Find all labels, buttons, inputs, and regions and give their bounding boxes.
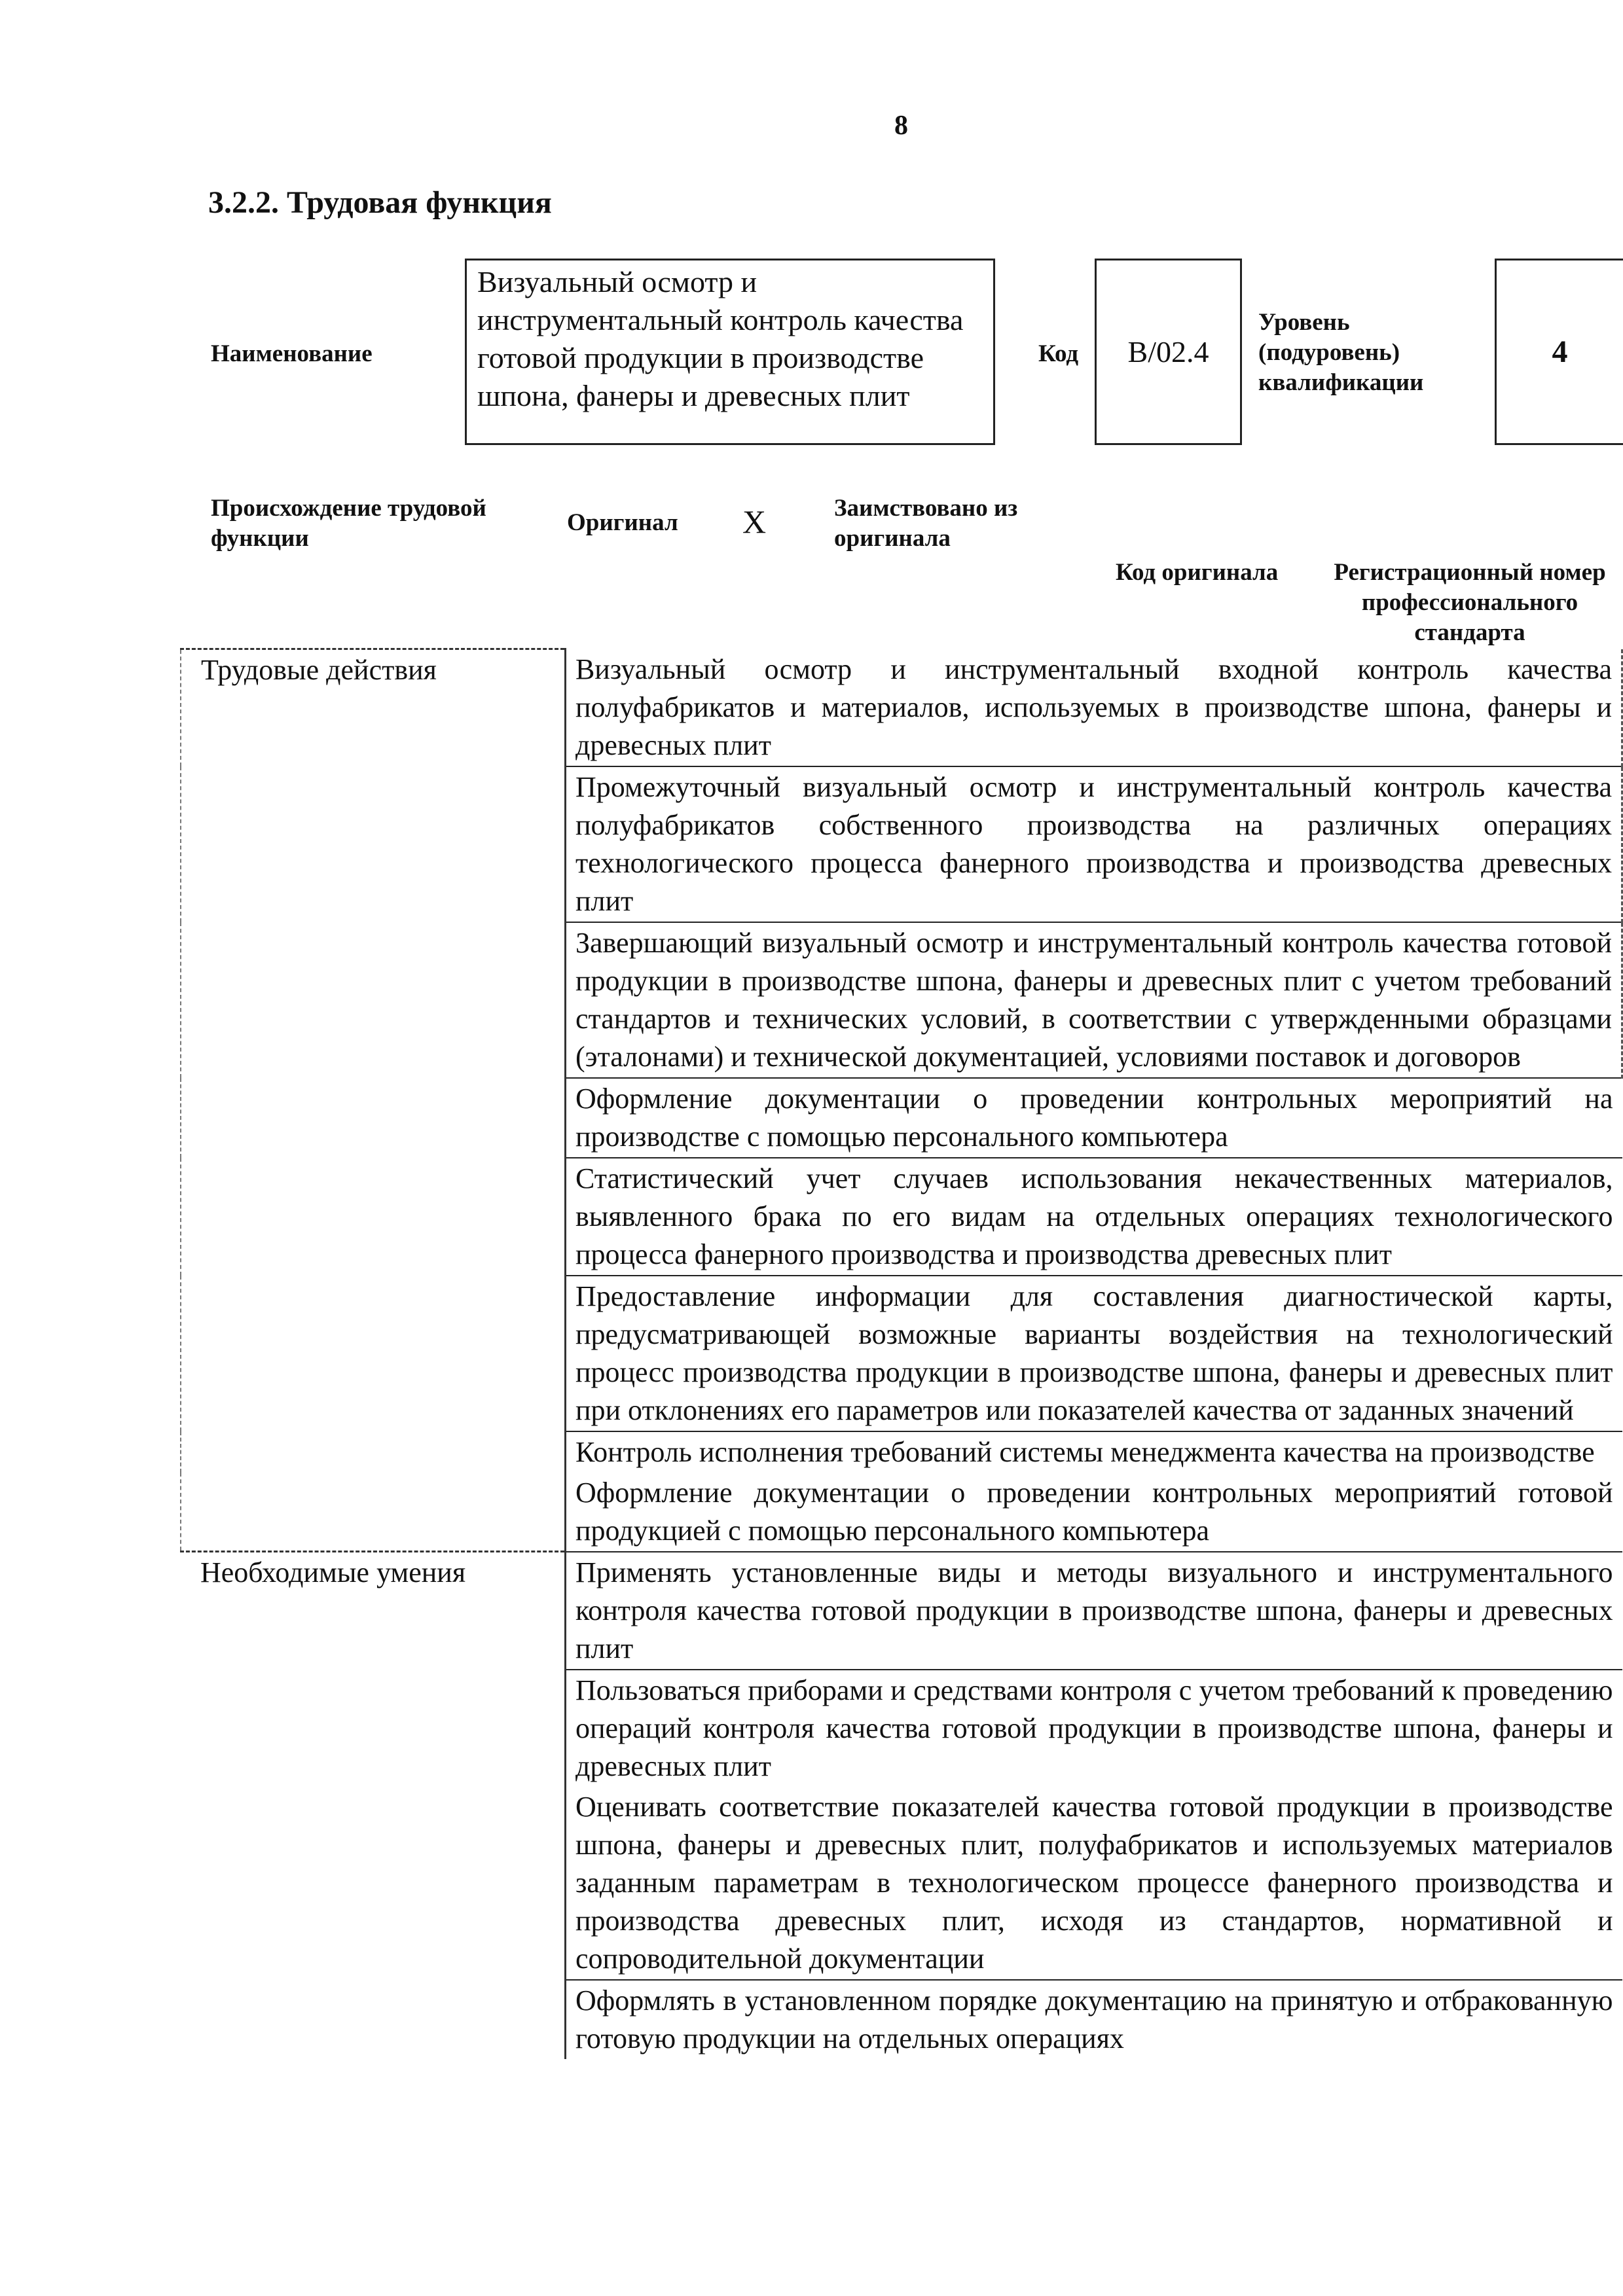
skill-item: Пользоваться приборами и средствами контроля с учетом требований к проведению операций контроля качества готовой продукции в производстве шпона, фанеры и древесных плит bbox=[565, 1670, 1622, 1787]
function-name-box: Визуальный осмотр и инструментальный контроль качества готовой продукции в производстве шпона, фанеры и древесных плит bbox=[465, 259, 995, 445]
skill-item: Применять установленные виды и методы визуального и инструментального контроля качества готовой продукции в производстве шпона, фанеры и древесных плит bbox=[565, 1552, 1622, 1670]
origin-label: Происхождение трудовой функции bbox=[211, 495, 486, 552]
code-original-label: Код оригинала bbox=[1116, 559, 1279, 586]
labor-action-item: Оформление документации о проведении контрольных мероприятий на производстве с помощью персонального компьютера bbox=[565, 1078, 1622, 1158]
function-table bbox=[180, 648, 1623, 2059]
labor-action-item: Предоставление информации для составления диагностической карты, предусматривающей возможные варианты воздействия на технологический процесс производства продукции в производстве шпона, фанеры и древесных плит при отклонениях его параметров или показателей качества от заданных значений bbox=[565, 1276, 1622, 1431]
labor-action-item: Промежуточный визуальный осмотр и инструментальный контроль качества полуфабрикатов собственного производства на различных операциях технологического процесса фанерного производства и производства древесных плит bbox=[565, 766, 1622, 922]
table-row bbox=[181, 1552, 1622, 1670]
skill-item: Оценивать соответствие показателей качества готовой продукции в производстве шпона, фанеры и древесных плит, полуфабрикатов и используемых материалов заданным параметрам в технологическом процессе фанерного производства и производства древесных плит, исходя из стандартов, нормативной и сопроводительной документации bbox=[565, 1787, 1622, 1980]
labor-action-item: Оформление документации о проведении контрольных мероприятий готовой продукцией с помощью персонального компьютера bbox=[565, 1473, 1622, 1552]
skill-item: Оформлять в установленном порядке документацию на принятую и отбракованную готовую продукции на отдельных операциях bbox=[565, 1980, 1622, 2059]
labor-action-item: Статистический учет случаев использования некачественных материалов, выявленного брака по его видам на отдельных операциях технологического процесса фанерного производства и производства древесных плит bbox=[565, 1158, 1622, 1276]
code-label: Код bbox=[1038, 340, 1079, 367]
page-number: 8 bbox=[894, 111, 908, 141]
labor-action-item: Визуальный осмотр и инструментальный входной контроль качества полуфабрикатов и материалов, используемых в производстве шпона, фанеры и древесных плит bbox=[565, 649, 1622, 766]
borrowed-label: Заимствовано из оригинала bbox=[834, 495, 1018, 552]
labor-actions-label: Трудовые действия bbox=[181, 649, 565, 1552]
original-label: Оригинал bbox=[567, 509, 678, 536]
level-box bbox=[1495, 259, 1623, 445]
table-row bbox=[181, 649, 1622, 766]
required-skills-label: Необходимые умения bbox=[181, 1552, 565, 2059]
code-box bbox=[1095, 259, 1242, 445]
level-label: Уровень (подуровень) квалификации bbox=[1258, 309, 1424, 396]
original-mark: X bbox=[742, 503, 767, 540]
level-value: 4 bbox=[1552, 334, 1568, 369]
labor-action-item: Контроль исполнения требований системы менеджмента качества на производстве bbox=[565, 1431, 1622, 1473]
labor-action-item: Завершающий визуальный осмотр и инструментальный контроль качества готовой продукции в производстве шпона, фанеры и древесных плит с учетом требований стандартов и технических условий, в соответствии с утвержденными образцами (эталонами) и технической документацией, условиями поставок и договоров bbox=[565, 922, 1622, 1078]
name-label: Наименование bbox=[211, 340, 373, 367]
code-value: B/02.4 bbox=[1127, 335, 1209, 368]
reg-number-label: Регистрационный номер профессионального стандарта bbox=[1334, 559, 1606, 646]
section-title: 3.2.2. Трудовая функция bbox=[208, 185, 552, 220]
